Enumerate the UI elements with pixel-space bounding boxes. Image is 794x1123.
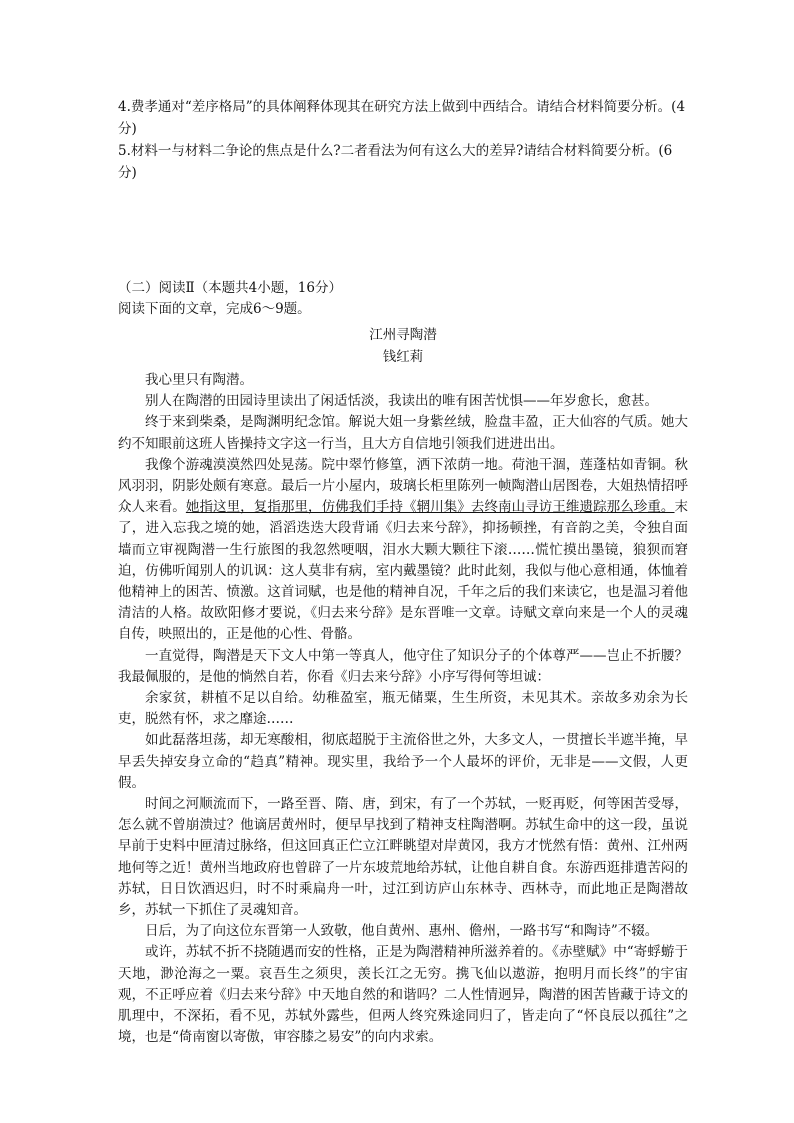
section-instruction: 阅读下面的文章，完成6～9题。 [118, 301, 311, 317]
question-4: 4.费孝通对“差序格局”的具体阐释体现其在研究方法上做到中西结合。请结合材料简要分析。(4分) [118, 99, 686, 137]
paragraph-4 [118, 455, 688, 646]
paragraph-4-rest: 末了，进入忘我之境的她，滔滔迭迭大段背诵《归去来兮辞》，抑扬顿挫，有音韵之美，令独自面墙而立审视陶潜一生行旅图的我忽然哽咽，泪水大颗大颗往下滚……慌忙摸出墨镜，狼狈而窘迫，仿佛听闻别人的讥讽：这人莫非有病，室内戴墨镜？此时此刻，我似与他心意相通，体恤着他精神上的困苦、愤激。这首词赋，也是他的精神自况，千年之后的我们来读它，也是温习着他清洁的人格。故欧阳修才要说，《归去来兮辞》是东晋唯一文章。诗赋文章向来是一个人的灵魂自传，映照出的，正是他的心性、骨骼。 [118, 499, 689, 643]
article-title: 江州寻陶潜 [369, 327, 437, 343]
paragraph-4-start: 我像个游魂漠漠然四处晃荡。院中翠竹修篁，洒下浓荫一地。荷池干涸，莲蓬枯如青铜。秋风羽羽，阴影处颇有寒意。最后一片小屋内，玻璃长柜里陈列一帧陶潜山居图卷，大姐热情招呼众人来看。 [118, 456, 688, 516]
paragraph-7: 如此磊落坦荡，却无寒酸相，彻底超脱于主流俗世之外，大多文人，一贯擅长半遮半掩，早早丢失掉安身立命的“趋真”精神。现实里，我给予一个人最坏的评价，无非是——文假，人更假。 [118, 732, 688, 791]
question-5: 5.材料一与材料二争论的焦点是什么?二者看法为何有这么大的差异?请结合材料简要分析。(6分) [118, 143, 673, 181]
paragraph-10: 或许，苏轼不折不挠随遇而安的性格，正是为陶潜精神所滋养着的。《赤壁赋》中“寄蜉蝣于天地，渺沧海之一粟。哀吾生之须臾，羡长江之无穷。携飞仙以遨游，抱明月而长终”的宇宙观，不正呼应着《归去来兮辞》中天地自然的和谐吗？二人性情迥异，陶潜的困苦皆藏于诗文的肌理中，不深拓，看不见，苏轼外露些，但两人终究殊途同归了，皆走向了“怀良辰以孤往”之境，也是“倚南窗以寄傲，审容膝之易安”的向内求索。 [118, 944, 688, 1046]
paragraph-5: 一直觉得，陶潜是天下文人中第一等真人，他守住了知识分子的个体尊严——岂止不折腰？我最佩服的，是他的惝然自若，你看《归去来兮辞》小序写得何等坦诚： [118, 647, 688, 685]
answer-space [118, 184, 688, 278]
underlined-sentence: 她指这里，复指那里，仿佛我们手持《辋川集》去终南山寻访王维遗踪那么珍重。 [185, 499, 675, 516]
document-page [118, 96, 688, 1049]
paragraph-3: 终于来到柴桑，是陶渊明纪念馆。解说大姐一身紫丝绒，脸盘丰盈，正大仙容的气质。她大约不知眼前这班人皆操持文字这一行当，且大方自信地引领我们进进出出。 [118, 414, 688, 452]
paragraph-8: 时间之河顺流而下，一路至晋、隋、唐，到宋，有了一个苏轼，一贬再贬，何等困苦受辱，怎么就不曾崩溃过？他谪居黄州时，便早早找到了精神支柱陶潜啊。苏轼生命中的这一段，虽说早前于史料中匣清过脉络，但这回真正伫立江畔眺望对岸黄冈，我方才恍然有悟：黄州、江州两地何等之近！黄州当地政府也曾辟了一片东坡荒地给苏轼，让他自耕自食。东游西逛排遣苦闷的苏轼，日日饮酒迟归，时不时乘扁舟一叶，过江到访庐山东林寺、西林寺，而此地正是陶潜故乡，苏轼一下抓住了灵魂知音。 [118, 796, 688, 919]
paragraph-9: 日后，为了向这位东晋第一人致敬，他自黄州、惠州、儋州，一路书写“和陶诗”不辍。 [145, 923, 659, 940]
section-title: （二）阅读Ⅱ（本题共4小题，16分） [118, 280, 342, 296]
paragraph-6-quote: 余家贫，耕植不足以自给。幼稚盈室，瓶无储粟，生生所资，未见其术。亲故多劝余为长吏，脱然有怀，求之靡途…… [118, 690, 688, 728]
paragraph-2: 别人在陶潜的田园诗里读出了闲适恬淡，我读出的唯有困苦忧惧——年岁愈长，愈甚。 [145, 393, 658, 410]
paragraph-1: 我心里只有陶潜。 [145, 372, 253, 388]
article-author: 钱红莉 [382, 349, 424, 365]
